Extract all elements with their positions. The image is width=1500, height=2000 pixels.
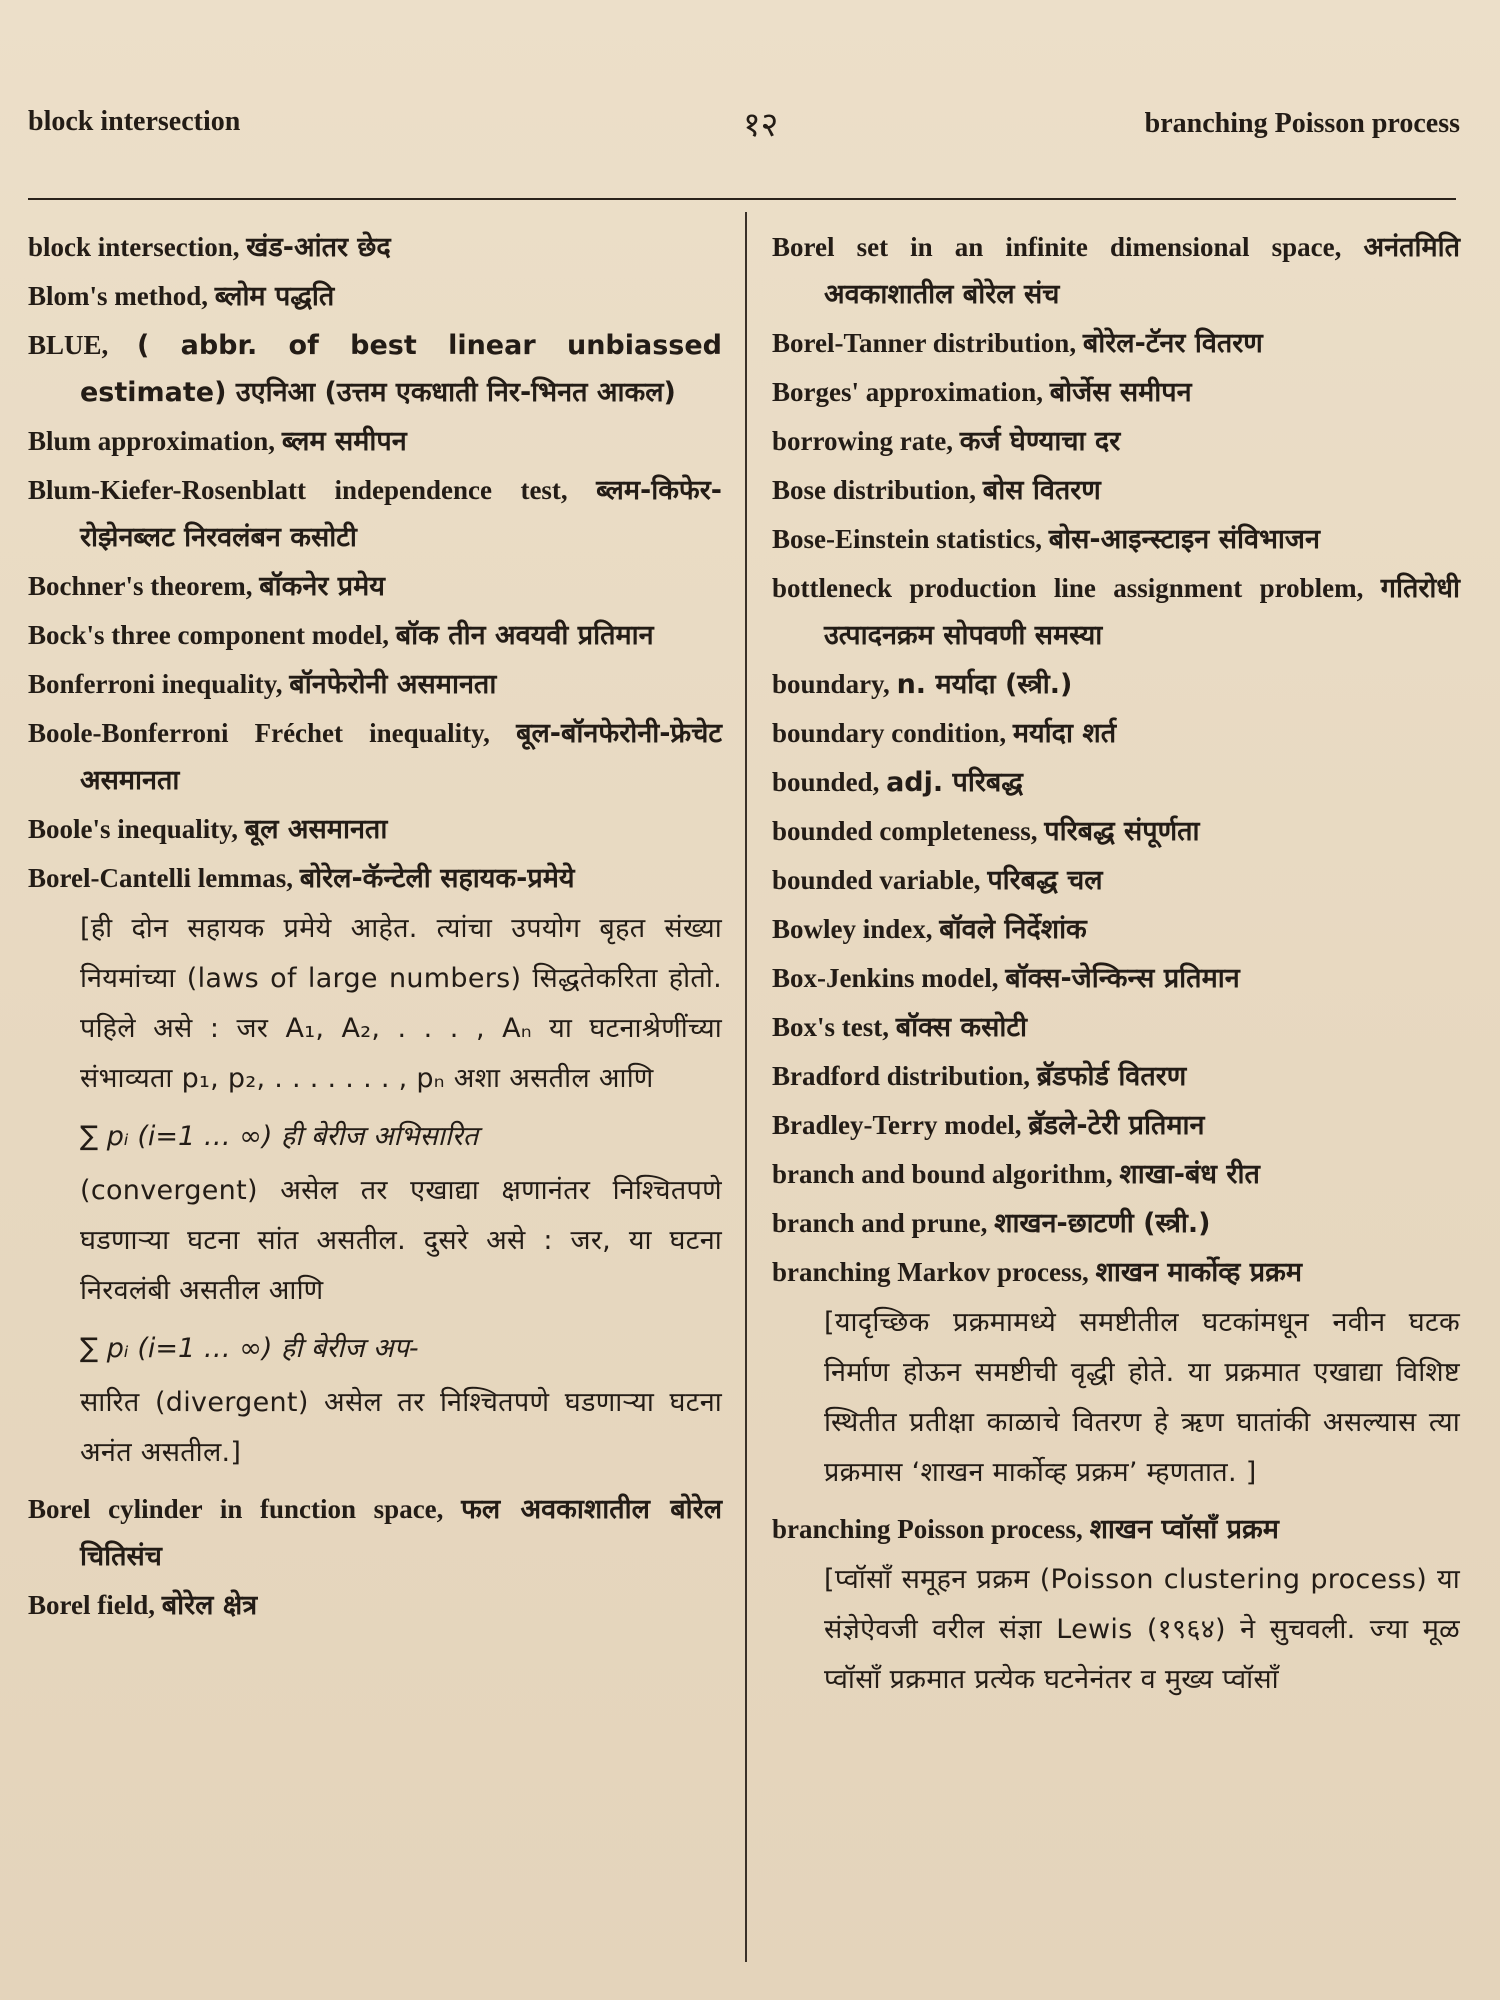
- dictionary-entry: [28, 855, 722, 902]
- explanatory-note: [यादृच्छिक प्रक्रमामध्ये समष्टीतील घटकांमधून नवीन घटक निर्माण होऊन समष्टीची वृद्धी होते. या प्रक्रमात एखाद्या विशिष्ट स्थितीत प्रतीक्षा काळाचे वितरण हे ऋण घातांकी असल्यास त्या प्रक्रमास ‘शाखन मार्कोव्ह प्रक्रम’ म्हणतात. ]: [824, 1307, 1460, 1488]
- entry-definition: बोर्जेस समीपन: [1049, 377, 1192, 408]
- entry-definition: बॉक्स कसोटी: [895, 1012, 1027, 1043]
- header-rule: [28, 198, 1456, 200]
- summation-formula: ∑ pᵢ (i=1 … ∞) ही बेरीज अभिसारित: [80, 1121, 479, 1152]
- dictionary-entry: [772, 516, 1460, 563]
- dictionary-entry: [772, 1200, 1460, 1247]
- entry-definition: बूल असमानता: [244, 814, 388, 845]
- entry-term: Bonferroni inequality,: [28, 669, 283, 699]
- page-number: १२: [743, 107, 779, 144]
- entry-term: bounded variable,: [772, 865, 981, 895]
- entry-term: boundary,: [772, 669, 890, 699]
- entry-definition: ब्लोम पद्धति: [214, 281, 335, 312]
- entry-term: branching Markov process,: [772, 1257, 1089, 1287]
- entry-term: Bose distribution,: [772, 475, 977, 505]
- dictionary-entry: [28, 612, 722, 659]
- explanatory-note: [प्वॉसॉं समूहन प्रक्रम (Poisson clustering process) या संज्ञेऐवजी वरील संज्ञा Lewis (१९६४) ने सुचवली. ज्या मूळ प्वॉसॉं प्रक्रमात प्रत्येक घटनेनंतर व मुख्य प्वॉसॉं: [824, 1564, 1460, 1695]
- right-column: [772, 224, 1460, 1713]
- entry-term: Blum approximation,: [28, 426, 276, 456]
- entry-term: Blum-Kiefer-Rosenblatt independence test,: [28, 475, 568, 505]
- dictionary-entry: [772, 320, 1460, 367]
- entry-term: bottleneck production line assignment problem,: [772, 573, 1364, 603]
- entry-definition: फल अवकाशातील बोरेल चितिसंच: [80, 1494, 723, 1572]
- dictionary-entry: [772, 369, 1460, 416]
- entry-definition: बोरेल-टॅनर वितरण: [1082, 328, 1263, 359]
- entry-term: Bowley index,: [772, 914, 933, 944]
- dictionary-entry: [772, 565, 1460, 659]
- entry-term: Boole-Bonferroni Fréchet inequality,: [28, 718, 490, 748]
- entry-definition: बॉवले निर्देशांक: [939, 914, 1087, 945]
- dictionary-entry: [772, 710, 1460, 757]
- dictionary-entry: [772, 906, 1460, 953]
- dictionary-entry: [772, 661, 1460, 708]
- entry-definition: बॉकनेर प्रमेय: [259, 571, 385, 602]
- dictionary-entry: [28, 1582, 722, 1629]
- dictionary-entry: [772, 808, 1460, 855]
- entry-term: Borel cylinder in function space,: [28, 1494, 444, 1524]
- entry-definition: मर्यादा शर्त: [1012, 718, 1117, 749]
- dictionary-entry: [772, 857, 1460, 904]
- entry-definition: शाखा-बंध रीत: [1119, 1159, 1260, 1190]
- entry-definition: ब्रॅडले-टेरी प्रतिमान: [1028, 1110, 1205, 1141]
- entry-definition: बोरेल-कॅन्टेली सहायक-प्रमेये: [299, 863, 575, 894]
- dictionary-entry: [28, 563, 722, 610]
- dictionary-entry: [772, 1249, 1460, 1296]
- entry-definition: शाखन प्वॉसॉं प्रक्रम: [1089, 1514, 1279, 1545]
- dictionary-entry: [772, 1004, 1460, 1051]
- dictionary-entry: [772, 467, 1460, 514]
- entry-definition: बूल-बॉनफेरोनी-फ्रेचेट असमानता: [80, 718, 722, 796]
- entry-definition: ब्रॅडफोर्ड वितरण: [1036, 1061, 1187, 1092]
- left-guide-word: block intersection: [28, 106, 241, 137]
- dictionary-entry: [28, 710, 722, 804]
- entry-term: block intersection,: [28, 232, 240, 262]
- entry-term: Boole's inequality,: [28, 814, 239, 844]
- dictionary-entry: [28, 322, 722, 416]
- dictionary-entry: [28, 661, 722, 708]
- entry-definition: शाखन मार्कोव्ह प्रक्रम: [1095, 1257, 1302, 1288]
- entry-term: Box's test,: [772, 1012, 889, 1042]
- running-head: [28, 100, 1460, 144]
- explanatory-note: (convergent) असेल तर एखाद्या क्षणानंतर निश्चितपणे घडणाऱ्या घटना सांत असतील. दुसरे असे : जर, या घटना निरवलंबी असतील आणि: [80, 1175, 722, 1306]
- entry-term: Bock's three component model,: [28, 620, 389, 650]
- entry-term: boundary condition,: [772, 718, 1007, 748]
- entry-term: branch and prune,: [772, 1208, 988, 1238]
- dictionary-entry: [772, 1506, 1460, 1553]
- entry-definition: अनंतमिति अवकाशातील बोरेल संच: [824, 232, 1461, 310]
- entry-definition: शाखन-छाटणी (स्त्री.): [994, 1208, 1211, 1239]
- dictionary-entry: [28, 418, 722, 465]
- entry-term: Borel-Cantelli lemmas,: [28, 863, 293, 893]
- dictionary-entry: [772, 955, 1460, 1002]
- dictionary-entry: [28, 224, 722, 271]
- entry-definition: ( abbr. of best linear unbiassed estimate) उएनिआ (उत्तम एकधाती निर-भिनत आकल): [80, 330, 723, 408]
- dictionary-entry: [772, 224, 1460, 318]
- entry-term: Bradford distribution,: [772, 1061, 1031, 1091]
- entry-term: branching Poisson process,: [772, 1514, 1083, 1544]
- entry-term: BLUE,: [28, 330, 109, 360]
- dictionary-entry: [28, 1486, 722, 1580]
- entry-term: Borel set in an infinite dimensional space,: [772, 232, 1342, 262]
- column-divider: [745, 212, 747, 1962]
- entry-term: borrowing rate,: [772, 426, 953, 456]
- dictionary-entry: [28, 273, 722, 320]
- right-guide-word: branching Poisson process: [1144, 108, 1460, 139]
- entry-term: Bradley-Terry model,: [772, 1110, 1022, 1140]
- entry-definition: बोस-आइन्स्टाइन संविभाजन: [1048, 524, 1320, 555]
- dictionary-entry: [772, 759, 1460, 806]
- entry-term: Borel-Tanner distribution,: [772, 328, 1077, 358]
- entry-definition: बोस वितरण: [982, 475, 1101, 506]
- explanatory-note: [ही दोन सहायक प्रमेये आहेत. त्यांचा उपयोग बृहत संख्या नियमांच्या (laws of large numbers) सिद्धतेकरिता होतो. पहिले असे : जर A₁, A₂, . . . , Aₙ या घटनाश्रेणींच्या संभाव्यता p₁, p₂, . . . . . . . , pₙ अशा असतील आणि: [80, 913, 722, 1094]
- entry-definition: बोरेल क्षेत्र: [161, 1590, 258, 1621]
- dictionary-entry: [772, 418, 1460, 465]
- dictionary-entry: [28, 806, 722, 853]
- dictionary-entry: [772, 1102, 1460, 1149]
- entry-term: Blom's method,: [28, 281, 209, 311]
- entry-definition: ब्लम-किफेर-रोझेनब्लट निरवलंबन कसोटी: [80, 475, 722, 553]
- entry-definition: कर्ज घेण्याचा दर: [959, 426, 1121, 457]
- entry-term: Borges' approximation,: [772, 377, 1044, 407]
- summation-formula: ∑ pᵢ (i=1 … ∞) ही बेरीज अप-: [80, 1333, 419, 1364]
- entry-definition: n. मर्यादा (स्त्री.): [896, 669, 1073, 700]
- entry-term: branch and bound algorithm,: [772, 1159, 1113, 1189]
- entry-definition: खंड-आंतर छेद: [246, 232, 391, 263]
- explanatory-note: सारित (divergent) असेल तर निश्चितपणे घडणाऱ्या घटना अनंत असतील.]: [80, 1387, 722, 1468]
- entry-definition: बॉनफेरोनी असमानता: [289, 669, 497, 700]
- dictionary-entry: [28, 467, 722, 561]
- entry-definition: adj. परिबद्ध: [886, 767, 1023, 798]
- entry-term: Bose-Einstein statistics,: [772, 524, 1042, 554]
- dictionary-entry: [772, 1053, 1460, 1100]
- entry-definition: बॉक्स-जेन्किन्स प्रतिमान: [1005, 963, 1240, 994]
- left-column: [28, 224, 722, 1631]
- entry-definition: बॉक तीन अवयवी प्रतिमान: [395, 620, 654, 651]
- entry-term: bounded,: [772, 767, 880, 797]
- entry-term: Bochner's theorem,: [28, 571, 253, 601]
- entry-term: bounded completeness,: [772, 816, 1038, 846]
- entry-definition: परिबद्ध संपूर्णता: [1044, 816, 1200, 847]
- entry-definition: ब्लम समीपन: [281, 426, 407, 457]
- dictionary-entry: [772, 1151, 1460, 1198]
- entry-term: Borel field,: [28, 1590, 155, 1620]
- entry-term: Box-Jenkins model,: [772, 963, 999, 993]
- entry-definition: गतिरोधी उत्पादनक्रम सोपवणी समस्या: [824, 573, 1461, 651]
- entry-definition: परिबद्ध चल: [987, 865, 1103, 896]
